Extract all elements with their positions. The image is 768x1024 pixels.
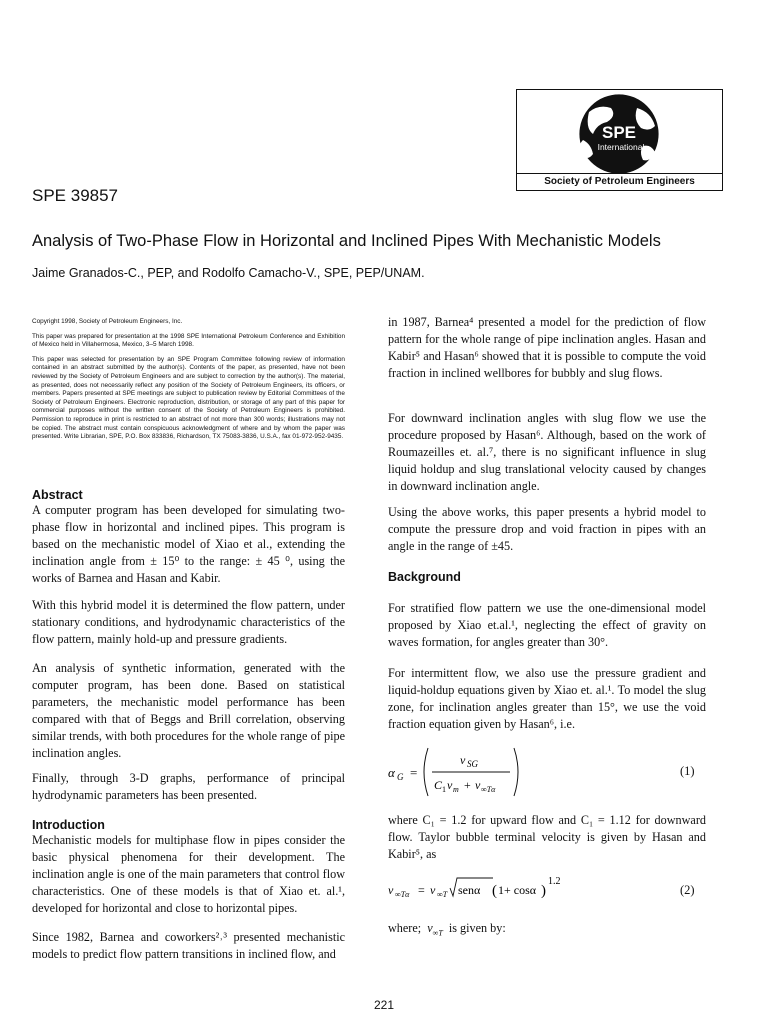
author-line: Jaime Granados-C., PEP, and Rodolfo Camacho-V., SPE, PEP/UNAM. (32, 266, 425, 280)
introduction-paragraph: Mechanistic models for multiphase flow in pipes consider the basic physical phenomena for their development. The inclination angle is one of the main parameters that control flow characteristics. One of these models is that of Xiao et. al.¹, developed for horizontal and close to horizontal pipes. (32, 833, 345, 915)
abstract-section (32, 488, 345, 587)
where-prefix: where; (388, 921, 422, 935)
copyright-block (32, 318, 345, 448)
abstract-heading: Abstract (32, 488, 83, 502)
svg-text:∞Tα: ∞Tα (395, 890, 410, 899)
paper-number: SPE 39857 (32, 186, 119, 205)
abstract-paragraph: A computer program has been developed for simulating two-phase flow in horizontal and inclined pipes. This program is based on the mechanistic model of Xiao et al., extending the inclination angle from ± 15⁰ to the range: ± 45 ⁰, using the works of Barnea and Hasan and Kabir. (32, 503, 345, 585)
svg-text:=: = (410, 765, 418, 780)
paper-title: Analysis of Two-Phase Flow in Horizontal and Inclined Pipes With Mechanistic Models (32, 232, 661, 250)
introduction-paragraph: Since 1982, Barnea and coworkers²˒³ presented mechanistic models to predict flow pattern transitions in inclined flow, and (32, 930, 345, 961)
page-number: 221 (373, 998, 395, 1012)
svg-text:SG: SG (467, 759, 478, 769)
svg-text:): ) (541, 883, 546, 899)
svg-text:1: 1 (442, 785, 446, 794)
svg-text:m: m (453, 785, 459, 794)
abstract-paragraph: An analysis of synthetic information, generated with the computer program, has been done. Based on statistical parameters, the mechanistic model performance has been compared with that of Beggs and Brill correlation, observing similar trends, with both procedures for the whole range of pipe inclination angles. (32, 661, 345, 760)
equation-2-number: (2) (680, 883, 695, 897)
svg-text:senα: senα (458, 883, 481, 897)
logo-subtext: International (597, 142, 645, 152)
svg-text:G: G (397, 772, 404, 782)
equation-2 (388, 870, 588, 904)
body-paragraph: in 1987, Barnea⁴ presented a model for the prediction of flow pattern for the whole range of pipe inclination angles. Hasan and Kabir⁵ and Hasan⁶ showed that it is possible to compute the void fraction in inclined wellbores for bubbly and slug flows. (388, 315, 706, 380)
svg-text:v: v (447, 778, 453, 792)
svg-text:∞Tα: ∞Tα (481, 785, 496, 794)
introduction-heading: Introduction (32, 818, 105, 832)
svg-text:C: C (434, 778, 443, 792)
background-section (388, 570, 706, 584)
background-paragraph (388, 920, 706, 941)
body-paragraph: Using the above works, this paper presents a hybrid model to compute the pressure drop and void fraction in pipes with an angle in the range of ±45. (388, 505, 706, 553)
svg-text:v: v (388, 883, 394, 897)
v-infinity-symbol: $v_{\infty T}$ (427, 921, 443, 938)
svg-text:1.2: 1.2 (548, 876, 561, 887)
review-notice: This paper was selected for presentation by an SPE Program Committee following review of information contained in an abstract submitted by the author(s). Contents of the paper, as presented, have not been reviewed by the Society of Petroleum Engineers and are subject to correction by the author(s). The material, as presented, does not necessarily reflect any position of the Society of Petroleum Engineers, its officers, or members. Papers presented at SPE meetings are subject to publication review by Editorial Committees of the Society of Petroleum Engineers. Electronic reproduction, distribution, or storage of any part of this paper for commercial purposes without the written consent of the Society of Petroleum Engineers is prohibited. Permission to reproduce in print is restricted to an abstract of not more than 300 words; illustrations may not be copied. The abstract must contain conspicuous acknowledgment of where and by whom the paper was presented. Write Librarian, SPE, P.O. Box 833836, Richardson, TX 75083-3836, U.S.A., fax 01-972-952-9435. (32, 355, 345, 441)
copyright-line: Copyright 1998, Society of Petroleum Engineers, Inc. (32, 318, 183, 325)
abstract-paragraph: Finally, through 3-D graphs, performance of principal hydrodynamic parameters has been presented. (32, 771, 345, 802)
globe-icon (517, 90, 722, 176)
svg-text:=: = (418, 883, 425, 897)
abstract-paragraph: With this hybrid model it is determined the flow pattern, under stationary conditions, and hydrodynamic characteristics of the flow pattern, mainly hold-up and pressure gradients. (32, 598, 345, 646)
svg-text:α: α (388, 765, 395, 780)
svg-text:+: + (464, 778, 471, 792)
logo-caption: Society of Petroleum Engineers (517, 173, 722, 190)
equation-1 (388, 744, 528, 800)
svg-text:(: ( (492, 883, 497, 899)
svg-text:1+ cosα: 1+ cosα (498, 883, 537, 897)
svg-text:v: v (475, 778, 481, 792)
background-paragraph: For intermittent flow, we also use the pressure gradient and liquid-holdup equations given by Xiao et. al.¹. To model the slug zone, for inclination angles greater than 15°, we use the void fraction equation given by Hasan⁶, i.e. (388, 666, 706, 731)
background-paragraph: where C₁ = 1.2 for upward flow and C₁ = 1.12 for downward flow. Taylor bubble terminal velocity is given by Hasan and Kabir⁵, as (388, 813, 706, 861)
prepared-notice: This paper was prepared for presentation at the 1998 SPE International Petroleum Conference and Exhibition of Mexico held in Villahermosa, Mexico, 3–5 March 1998. (32, 332, 345, 349)
background-heading: Background (388, 570, 461, 584)
introduction-section (32, 818, 345, 917)
svg-text:v: v (430, 883, 436, 897)
equation-1-number: (1) (680, 764, 695, 778)
where-suffix: is given by: (448, 921, 506, 935)
svg-text:∞T: ∞T (437, 890, 448, 899)
body-paragraph: For downward inclination angles with slug flow we use the procedure proposed by Hasan⁶. Although, based on the work of Roumazeilles et. al.⁷, there is no significant influence in slug liquid holdup and slug translational velocity caused by changes in downward inclination angle. (388, 411, 706, 493)
background-paragraph: For stratified flow pattern we use the one-dimensional model proposed by Xiao et.al.¹, neglecting the effect of gravity on waves formation, for angles greater than 30°. (388, 601, 706, 649)
svg-text:v: v (460, 753, 466, 767)
logo-wordmark: SPE (601, 123, 637, 142)
spe-logo (516, 89, 723, 191)
